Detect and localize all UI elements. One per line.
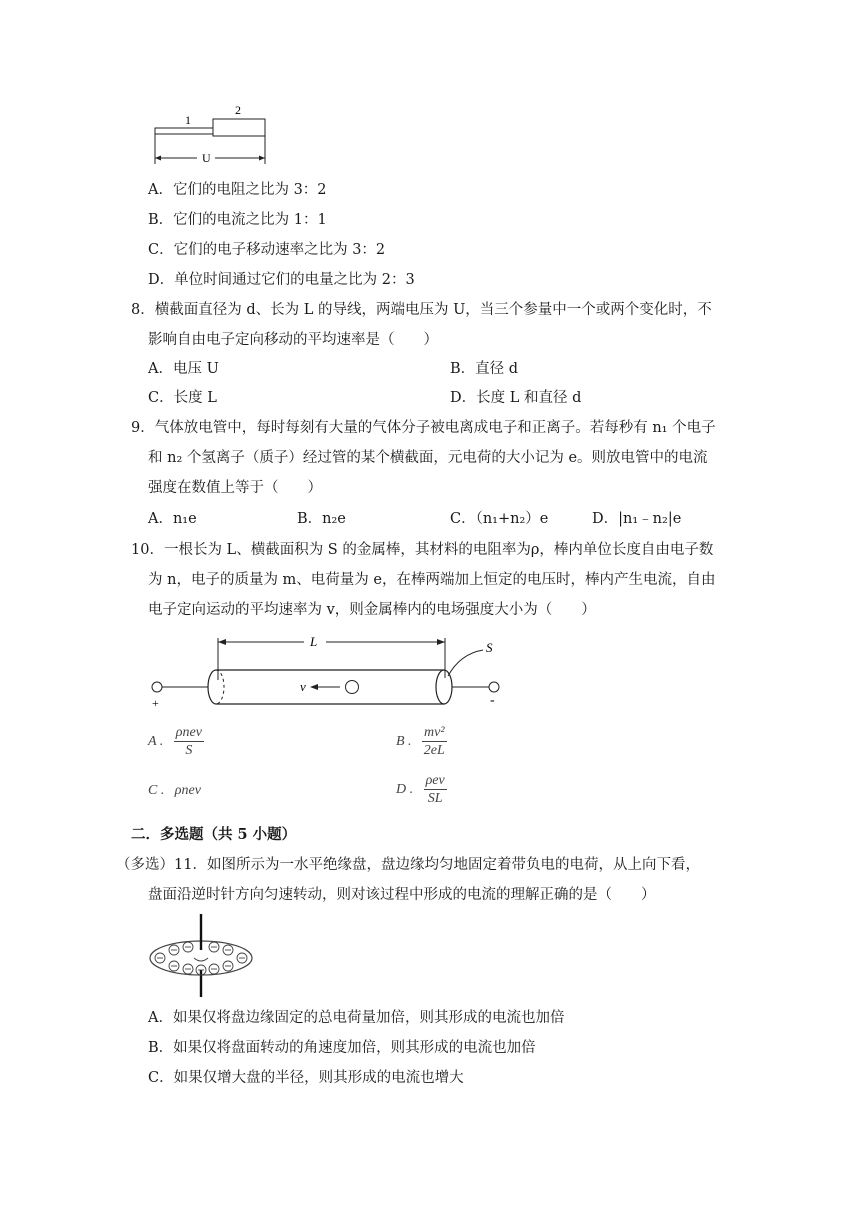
q10-option-d-fraction (424, 772, 447, 807)
q10-option-d-label: D . (396, 781, 414, 797)
q7-option-d: D．单位时间通过它们的电量之比为 2：3 (148, 272, 415, 288)
q8-stem-line1: 8．横截面直径为 d、长为 L 的导线，两端电压为 U，当三个参量中一个或两个变化时，不 (131, 302, 712, 318)
q8-stem-line2: 影响自由电子定向移动的平均速率是（ ） (148, 332, 438, 348)
q10-option-a (148, 724, 204, 759)
q9-option-c: C．（n₁+n₂）e (450, 511, 549, 527)
conductor-1-label: 1 (185, 113, 191, 127)
series-conductors-figure (145, 100, 285, 172)
section-2-heading: 二．多选题（共 5 小题） (131, 826, 297, 843)
q10-option-b-fraction (422, 724, 447, 759)
q10-option-c (148, 783, 207, 799)
q8-option-b: B．直径 d (450, 361, 519, 377)
q10-option-b-denominator: 2eL (423, 743, 445, 758)
q7-option-c: C．它们的电子移动速率之比为 3：2 (148, 242, 386, 258)
q9-stem-line3: 强度在数值上等于（ ） (148, 480, 322, 496)
q10-option-a-numerator: ρnev (175, 725, 202, 740)
q11-option-b: B．如果仅将盘面转动的角速度加倍，则其形成的电流也加倍 (148, 1040, 536, 1056)
q10-stem-line2: 为 n，电子的质量为 m、电荷量为 e，在棒两端加上恒定的电压时，棒内产生电流，自由 (148, 572, 716, 588)
q9-option-b: B．n₂e (297, 511, 346, 527)
positive-terminal-label: + (152, 696, 159, 710)
voltage-u-label: U (202, 151, 211, 165)
q10-option-a-denominator: S (185, 743, 193, 758)
q10-stem-line3: 电子定向运动的平均速率为 v，则金属棒内的电场强度大小为（ ） (148, 602, 596, 618)
q10-stem-line1: 10．一根长为 L、横截面积为 S 的金属棒，其材料的电阻率为ρ，棒内单位长度自由电子数 (131, 542, 714, 558)
q10-option-d (396, 772, 447, 807)
q9-stem-line1: 9．气体放电管中，每时每刻有大量的气体分子被电离成电子和正离子。若每秒有 n₁ 个电子 (131, 420, 716, 436)
conductor-1 (155, 128, 213, 134)
q11-option-a: A．如果仅将盘边缘固定的总电荷量加倍，则其形成的电流也加倍 (148, 1010, 565, 1026)
conductor-2 (213, 119, 265, 136)
negative-terminal-label: - (490, 693, 495, 708)
conductor-2-label: 2 (235, 103, 241, 117)
velocity-label: v (300, 679, 306, 694)
q9-option-d: D．|n₁﹣n₂|e (592, 511, 682, 527)
q7-option-b: B．它们的电流之比为 1：1 (148, 212, 327, 228)
q11-stem-line1: （多选）11．如图所示为一水平绝缘盘，盘边缘均匀地固定着带负电的电荷，从上向下看， (116, 857, 700, 873)
metal-rod-figure (148, 628, 508, 710)
rod-area-label: S (486, 640, 493, 655)
q10-option-d-denominator: SL (427, 791, 443, 806)
q11-stem-line2: 盘面沿逆时针方向匀速转动，则对该过程中形成的电流的理解正确的是（ ） (148, 887, 656, 903)
q9-stem-line2: 和 n₂ 个氢离子（质子）经过管的某个横截面，元电荷的大小记为 e。则放电管中的电流 (148, 450, 708, 466)
q7-option-a: A．它们的电阻之比为 3：2 (148, 182, 327, 198)
q10-option-a-label: A . (148, 733, 164, 749)
q11-option-c: C．如果仅增大盘的半径，则其形成的电流也增大 (148, 1070, 464, 1086)
q8-option-a: A．电压 U (148, 361, 219, 377)
charged-disc-figure (148, 912, 260, 998)
q10-option-a-fraction (174, 724, 204, 759)
q10-option-c-label: C . (148, 783, 165, 798)
q10-option-c-expression: ρnev (174, 783, 201, 798)
rod-length-label: L (310, 634, 318, 649)
q10-option-b (396, 724, 447, 759)
q8-option-c: C．长度 L (148, 390, 217, 406)
q10-option-b-label: B . (396, 733, 412, 749)
q8-option-d: D．长度 L 和直径 d (450, 390, 582, 406)
q10-option-d-numerator: ρev (425, 773, 445, 788)
q9-option-a: A．n₁e (148, 511, 197, 527)
q10-option-b-numerator: mv² (424, 725, 445, 740)
